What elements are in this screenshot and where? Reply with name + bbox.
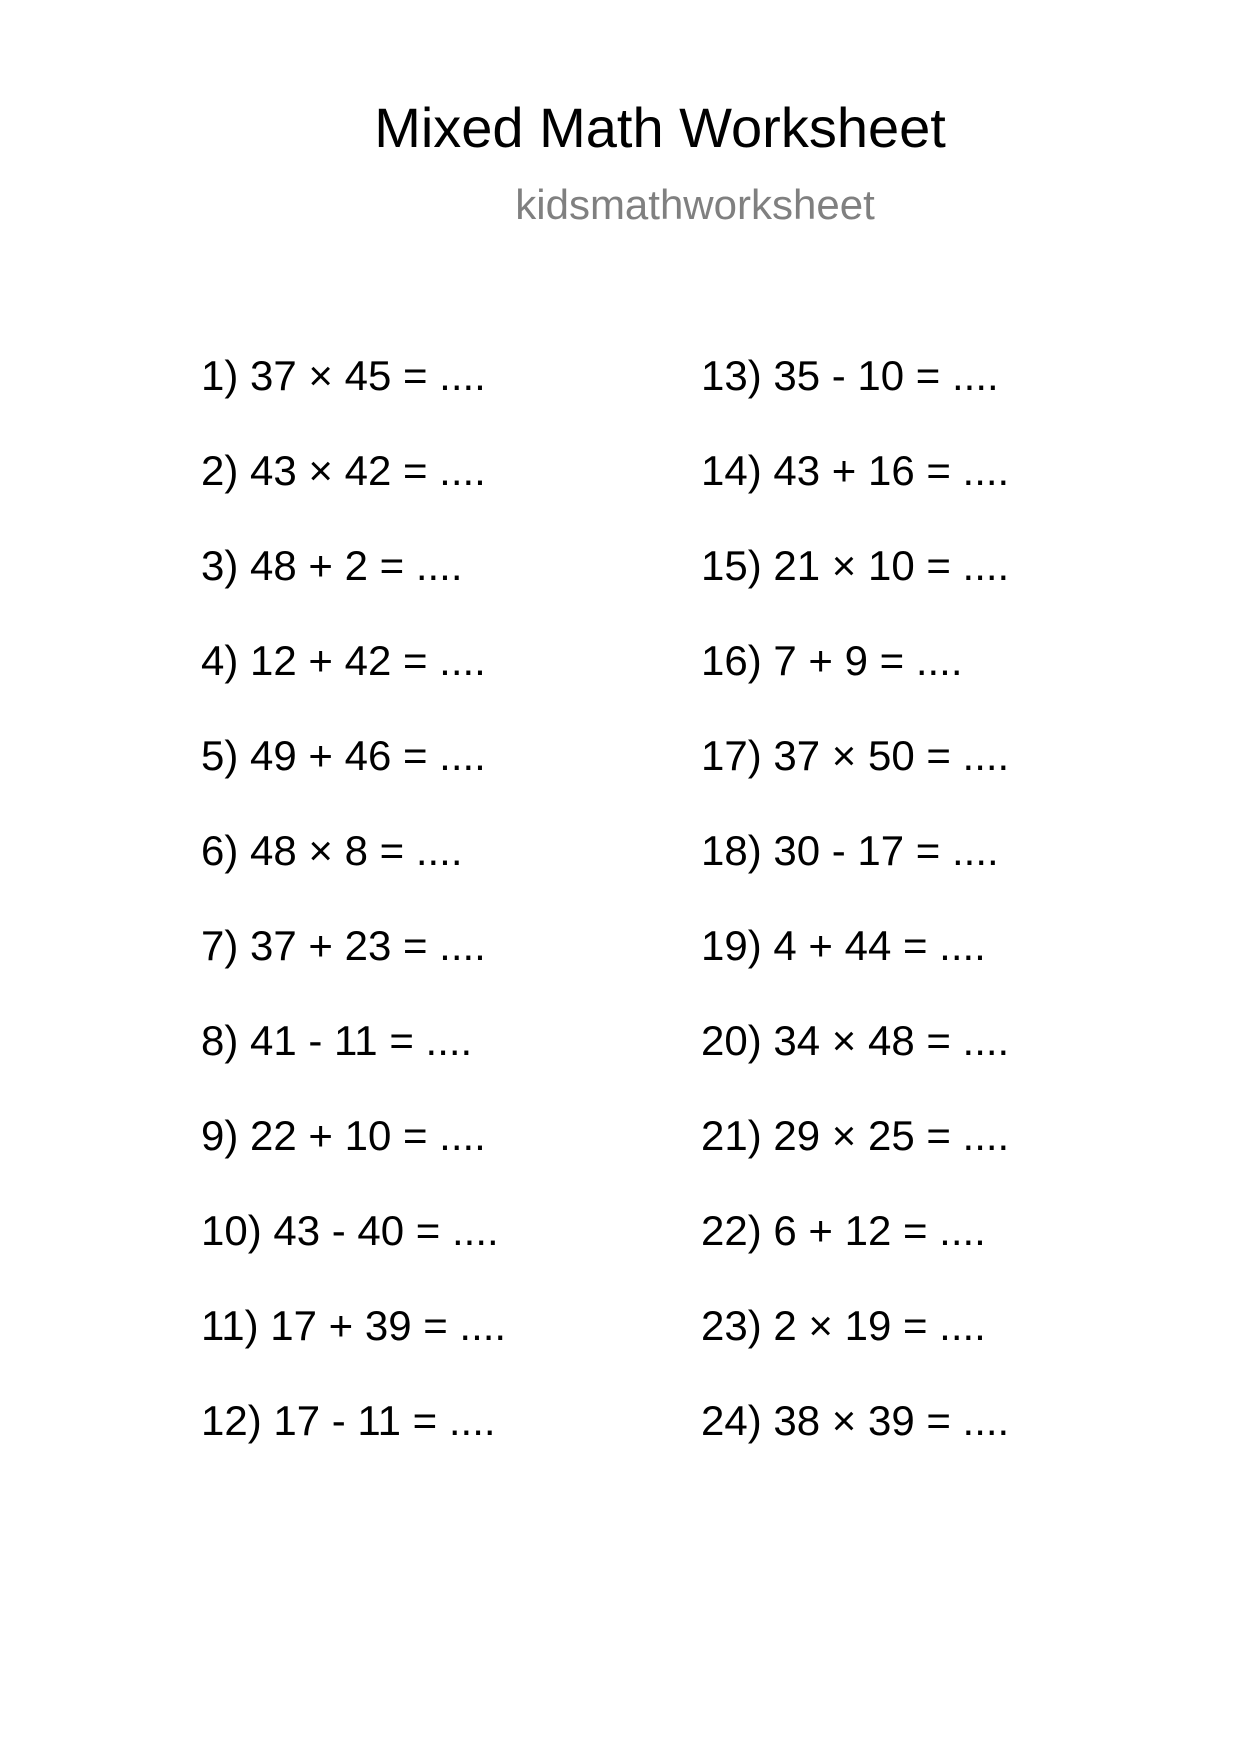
problem-23: 23) 2 × 19 = .... xyxy=(701,1302,986,1349)
problem-2: 2) 43 × 42 = .... xyxy=(201,447,486,494)
problem-21: 21) 29 × 25 = .... xyxy=(701,1112,1010,1159)
problem-22: 22) 6 + 12 = .... xyxy=(701,1207,986,1254)
problem-7: 7) 37 + 23 = .... xyxy=(201,922,486,969)
problem-5: 5) 49 + 46 = .... xyxy=(201,732,486,779)
page-subtitle: kidsmathworksheet xyxy=(515,181,875,228)
problem-15: 15) 21 × 10 = .... xyxy=(701,542,1010,589)
problem-3: 3) 48 + 2 = .... xyxy=(201,542,463,589)
problem-16: 16) 7 + 9 = .... xyxy=(701,637,963,684)
problem-column-right xyxy=(701,346,1009,1486)
problem-24: 24) 38 × 39 = .... xyxy=(701,1397,1010,1444)
problem-10: 10) 43 - 40 = .... xyxy=(201,1207,499,1254)
problem-8: 8) 41 - 11 = .... xyxy=(201,1017,473,1064)
problem-18: 18) 30 - 17 = .... xyxy=(701,827,999,874)
problem-17: 17) 37 × 50 = .... xyxy=(701,732,1010,779)
problem-9: 9) 22 + 10 = .... xyxy=(201,1112,486,1159)
problem-19: 19) 4 + 44 = .... xyxy=(701,922,986,969)
page-title: Mixed Math Worksheet xyxy=(374,96,946,159)
problem-11: 11) 17 + 39 = .... xyxy=(201,1302,507,1349)
problem-column-left xyxy=(201,346,506,1486)
problem-12: 12) 17 - 11 = .... xyxy=(201,1397,496,1444)
problem-20: 20) 34 × 48 = .... xyxy=(701,1017,1010,1064)
problem-14: 14) 43 + 16 = .... xyxy=(701,447,1010,494)
problem-13: 13) 35 - 10 = .... xyxy=(701,352,999,399)
problem-4: 4) 12 + 42 = .... xyxy=(201,637,486,684)
problem-1: 1) 37 × 45 = .... xyxy=(201,352,486,399)
problem-6: 6) 48 × 8 = .... xyxy=(201,827,463,874)
